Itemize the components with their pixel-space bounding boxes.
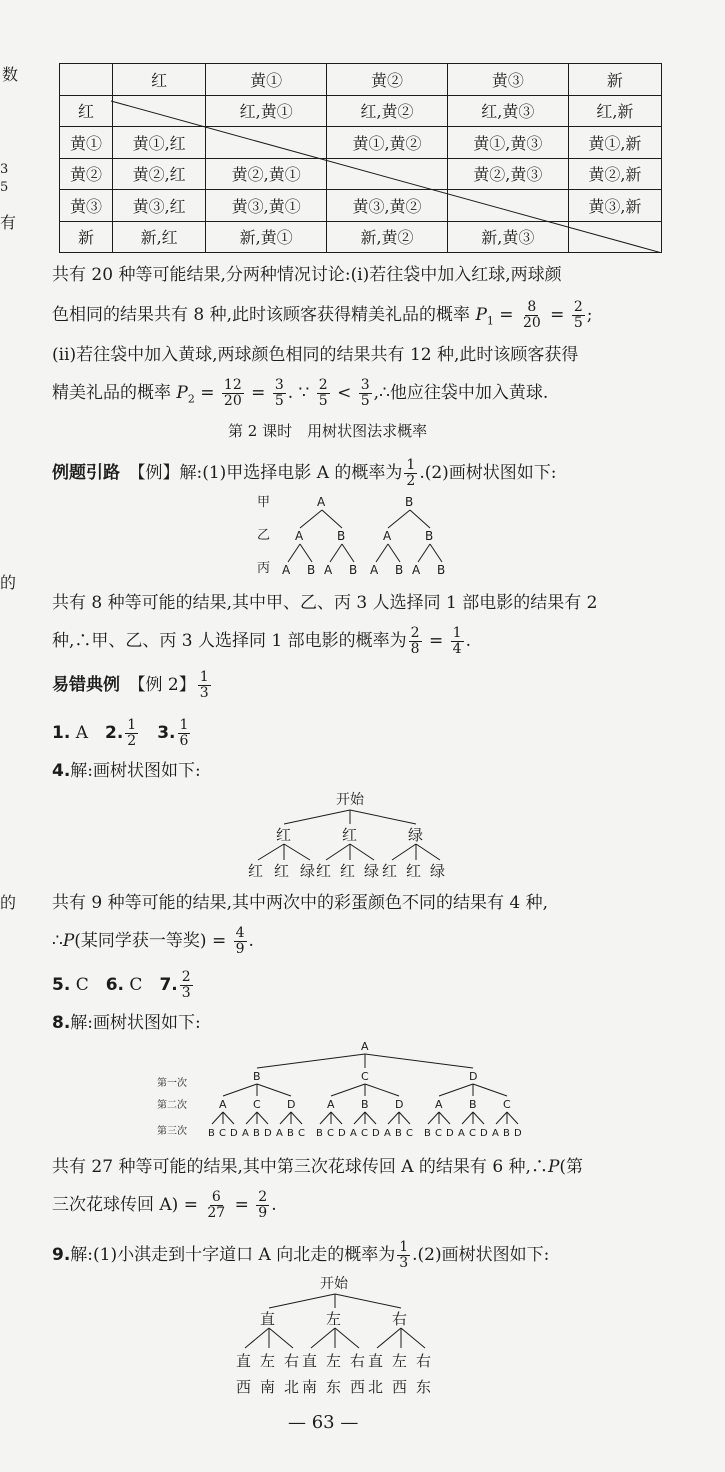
edge-char: 5 bbox=[0, 180, 9, 195]
direction-label: 东 bbox=[326, 1378, 342, 1396]
tree-node: 红 bbox=[276, 826, 292, 844]
tree-node: A bbox=[350, 1128, 357, 1139]
table-cell: 黄③,新 bbox=[568, 190, 661, 222]
table-cell: 黄②,红 bbox=[113, 158, 206, 190]
tree-node: C bbox=[219, 1128, 226, 1139]
table-cell: 新,红 bbox=[113, 221, 206, 253]
tree-node: 直 bbox=[236, 1352, 252, 1370]
text-line: 共有 8 种等可能的结果,其中甲、乙、丙 3 人选择同 1 部电影的结果有 2 bbox=[52, 593, 598, 613]
tree-node: B bbox=[395, 1128, 402, 1139]
tree-node: 红 bbox=[248, 862, 264, 880]
tree-node: 红 bbox=[406, 862, 422, 880]
tree-node: D bbox=[514, 1128, 522, 1139]
answer-line: 5. C 6. C 7. $\frac{2}{3}$ bbox=[52, 969, 191, 1001]
text-line: 9.解:(1)小淇走到十字道口 A 向北走的概率为 $\frac{1}{3}$ .(2)画树状图如下: bbox=[52, 1239, 550, 1271]
tree-node: C bbox=[469, 1128, 476, 1139]
text-line: 种,∴甲、乙、丙 3 人选择同 1 部电影的概率为 $\frac{2}{8}$ = $\frac{1}{4}$ . bbox=[52, 625, 471, 657]
tree-node: D bbox=[230, 1128, 238, 1139]
table-cell: 黄①,红 bbox=[113, 127, 206, 159]
tree-node: 直 bbox=[302, 1352, 318, 1370]
tree-node: 直 bbox=[260, 1310, 276, 1328]
tree-node: B bbox=[405, 495, 414, 509]
level-label: 丙 bbox=[257, 561, 271, 576]
tree-diagram-1 bbox=[255, 492, 455, 582]
text-line: 色相同的结果共有 8 种,此时该顾客获得精美礼品的概率 $P_1$ = $\frac{8}{20}$ = $\frac{2}{5}$ ; bbox=[52, 299, 593, 331]
table-cell: 红,黄③ bbox=[447, 95, 568, 127]
table-cell: 黄①,黄② bbox=[327, 127, 448, 159]
tree-node: 绿 bbox=[430, 862, 446, 880]
table-cell: 黄②,新 bbox=[568, 158, 661, 190]
direction-label: 北 bbox=[284, 1378, 300, 1396]
tree-root: 开始 bbox=[320, 1276, 348, 1292]
text-line: 三次花球传回 A) = $\frac{6}{27}$ = $\frac{2}{9}$ . bbox=[52, 1189, 277, 1221]
tree-node: B bbox=[307, 563, 316, 577]
tree-node: 绿 bbox=[364, 862, 380, 880]
tree-node: B bbox=[337, 529, 346, 543]
tree-node: C bbox=[327, 1128, 334, 1139]
tree-node: A bbox=[327, 1098, 335, 1111]
tree-node: C bbox=[361, 1070, 369, 1083]
tree-root: 开始 bbox=[336, 792, 364, 808]
tree-node: B bbox=[253, 1070, 261, 1083]
tree-node: A bbox=[370, 563, 379, 577]
text-line: 例题引路 【例】解:(1)甲选择电影 A 的概率为 $\frac{1}{2}$ .(2)画树状图如下: bbox=[52, 457, 557, 489]
direction-label: 南 bbox=[260, 1378, 276, 1396]
text-line: 易错典例 【例 2】 $\frac{1}{3}$ bbox=[52, 669, 209, 701]
direction-label: 东 bbox=[416, 1378, 432, 1396]
tree-node: 绿 bbox=[300, 862, 316, 880]
tree-node: D bbox=[338, 1128, 346, 1139]
tree-node: D bbox=[395, 1098, 404, 1111]
tree-node: 左 bbox=[326, 1310, 342, 1328]
tree-node: A bbox=[435, 1098, 443, 1111]
tree-node: B bbox=[361, 1098, 369, 1111]
tree-node: 红 bbox=[274, 862, 290, 880]
tree-node: D bbox=[469, 1070, 478, 1083]
tree-node: 直 bbox=[368, 1352, 384, 1370]
tree-node: 左 bbox=[260, 1352, 276, 1370]
table-cell: 新,黄③ bbox=[447, 221, 568, 253]
tree-node: A bbox=[324, 563, 333, 577]
row-label: 新 bbox=[60, 221, 113, 253]
level-label: 第三次 bbox=[157, 1126, 187, 1137]
tree-node: D bbox=[264, 1128, 272, 1139]
text-line: 8.解:画树状图如下: bbox=[52, 1013, 201, 1033]
tree-node: 左 bbox=[392, 1352, 408, 1370]
level-label: 乙 bbox=[257, 528, 271, 543]
table-header: 红 bbox=[113, 64, 206, 96]
table-cell: 红,黄② bbox=[327, 95, 448, 127]
text-line: ∴P(某同学获一等奖) = $\frac{4}{9}$ . bbox=[52, 925, 254, 957]
tree-node: A bbox=[384, 1128, 391, 1139]
tree-node: B bbox=[253, 1128, 260, 1139]
tree-node: C bbox=[253, 1098, 261, 1111]
tree-node: C bbox=[406, 1128, 413, 1139]
table-header: 黄③ bbox=[447, 64, 568, 96]
table-cell: 黄③,黄② bbox=[327, 190, 448, 222]
table-cell: 黄①,新 bbox=[568, 127, 661, 159]
tree-node: B bbox=[287, 1128, 294, 1139]
direction-label: 南 bbox=[302, 1378, 318, 1396]
tree-node: B bbox=[424, 1128, 431, 1139]
table-cell: 红,新 bbox=[568, 95, 661, 127]
table-header: 黄① bbox=[206, 64, 327, 96]
text-line: 精美礼品的概率 $P_2$ = $\frac{12}{20}$ = $\frac{3}{5}$ . ∵ $\frac{2}{5}$ < $\frac{3}{5}$ ,∴他应往袋中加入黄球. bbox=[52, 377, 549, 409]
tree-node: 红 bbox=[316, 862, 332, 880]
tree-node: A bbox=[242, 1128, 249, 1139]
tree-node: A bbox=[458, 1128, 465, 1139]
tree-node: A bbox=[317, 495, 326, 509]
tree-node: A bbox=[282, 563, 291, 577]
tree-node: 右 bbox=[392, 1310, 408, 1328]
edge-char: 的 bbox=[0, 893, 17, 912]
tree-node: B bbox=[503, 1128, 510, 1139]
tree-node: A bbox=[295, 529, 304, 543]
tree-node: A bbox=[219, 1098, 227, 1111]
edge-char: 数 bbox=[2, 65, 19, 84]
tree-node: B bbox=[349, 563, 358, 577]
level-label: 第一次 bbox=[157, 1078, 187, 1089]
table-cell: 黄②,黄① bbox=[206, 158, 327, 190]
tree-node: A bbox=[492, 1128, 499, 1139]
direction-label: 西 bbox=[350, 1378, 366, 1396]
tree-node: C bbox=[435, 1128, 442, 1139]
table-diagonal bbox=[59, 63, 662, 253]
row-label: 黄③ bbox=[60, 190, 113, 222]
tree-diagram-4 bbox=[225, 1272, 445, 1402]
tree-node: B bbox=[316, 1128, 323, 1139]
text-line: 共有 27 种等可能的结果,其中第三次花球传回 A 的结果有 6 种,∴P(第 bbox=[52, 1157, 584, 1177]
tree-diagram-2 bbox=[240, 788, 470, 884]
tree-node: A bbox=[383, 529, 392, 543]
text-line: (ⅱ)若往袋中加入黄球,两球颜色相同的结果共有 12 种,此时该顾客获得 bbox=[52, 345, 579, 365]
table-cell: 黄②,黄③ bbox=[447, 158, 568, 190]
table-cell: 新,黄① bbox=[206, 221, 327, 253]
tree-node: D bbox=[372, 1128, 380, 1139]
direction-label: 西 bbox=[392, 1378, 408, 1396]
tree-node: 红 bbox=[340, 862, 356, 880]
row-label: 黄① bbox=[60, 127, 113, 159]
direction-label: 北 bbox=[368, 1378, 384, 1396]
row-label: 黄② bbox=[60, 158, 113, 190]
table-cell: 黄③,黄① bbox=[206, 190, 327, 222]
tree-node: B bbox=[437, 563, 446, 577]
tree-node: 绿 bbox=[408, 826, 424, 844]
tree-root: A bbox=[361, 1040, 369, 1053]
table-cell: 黄①,黄③ bbox=[447, 127, 568, 159]
edge-char: 的 bbox=[0, 573, 17, 592]
tree-node: B bbox=[425, 529, 434, 543]
tree-node: A bbox=[276, 1128, 283, 1139]
tree-node: B bbox=[469, 1098, 477, 1111]
row-label: 红 bbox=[60, 95, 113, 127]
table-header: 新 bbox=[568, 64, 661, 96]
edge-char: 3 bbox=[0, 162, 9, 177]
tree-node: B bbox=[208, 1128, 215, 1139]
edge-char: 有 bbox=[0, 213, 17, 232]
tree-node: 红 bbox=[382, 862, 398, 880]
section-title: 第 2 课时 用树状图法求概率 bbox=[228, 422, 428, 440]
tree-node: 右 bbox=[284, 1352, 300, 1370]
page-number: — 63 — bbox=[288, 1412, 359, 1433]
tree-node: A bbox=[412, 563, 421, 577]
table-cell: 新,黄② bbox=[327, 221, 448, 253]
tree-node: C bbox=[361, 1128, 368, 1139]
tree-node: B bbox=[395, 563, 404, 577]
level-label: 甲 bbox=[257, 495, 271, 510]
text-line: 共有 9 种等可能的结果,其中两次中的彩蛋颜色不同的结果有 4 种, bbox=[52, 893, 549, 913]
tree-node: 右 bbox=[416, 1352, 432, 1370]
level-label: 第二次 bbox=[157, 1100, 187, 1111]
tree-node: 红 bbox=[342, 826, 358, 844]
direction-label: 西 bbox=[236, 1378, 252, 1396]
tree-diagram-3 bbox=[155, 1040, 535, 1150]
tree-node: C bbox=[503, 1098, 511, 1111]
tree-node: D bbox=[446, 1128, 454, 1139]
tree-node: 左 bbox=[326, 1352, 342, 1370]
answer-line: 1. A 2. $\frac{1}{2}$ 3. $\frac{1}{6}$ bbox=[52, 717, 189, 749]
tree-node: 右 bbox=[350, 1352, 366, 1370]
table-header: 黄② bbox=[327, 64, 448, 96]
text-line: 共有 20 种等可能结果,分两种情况讨论:(ⅰ)若往袋中加入红球,两球颜 bbox=[52, 265, 562, 285]
tree-node: D bbox=[287, 1098, 296, 1111]
table-cell: 红,黄① bbox=[206, 95, 327, 127]
text-line: 4.解:画树状图如下: bbox=[52, 761, 201, 781]
tree-node: C bbox=[298, 1128, 305, 1139]
table-cell: 黄③,红 bbox=[113, 190, 206, 222]
tree-node: D bbox=[480, 1128, 488, 1139]
